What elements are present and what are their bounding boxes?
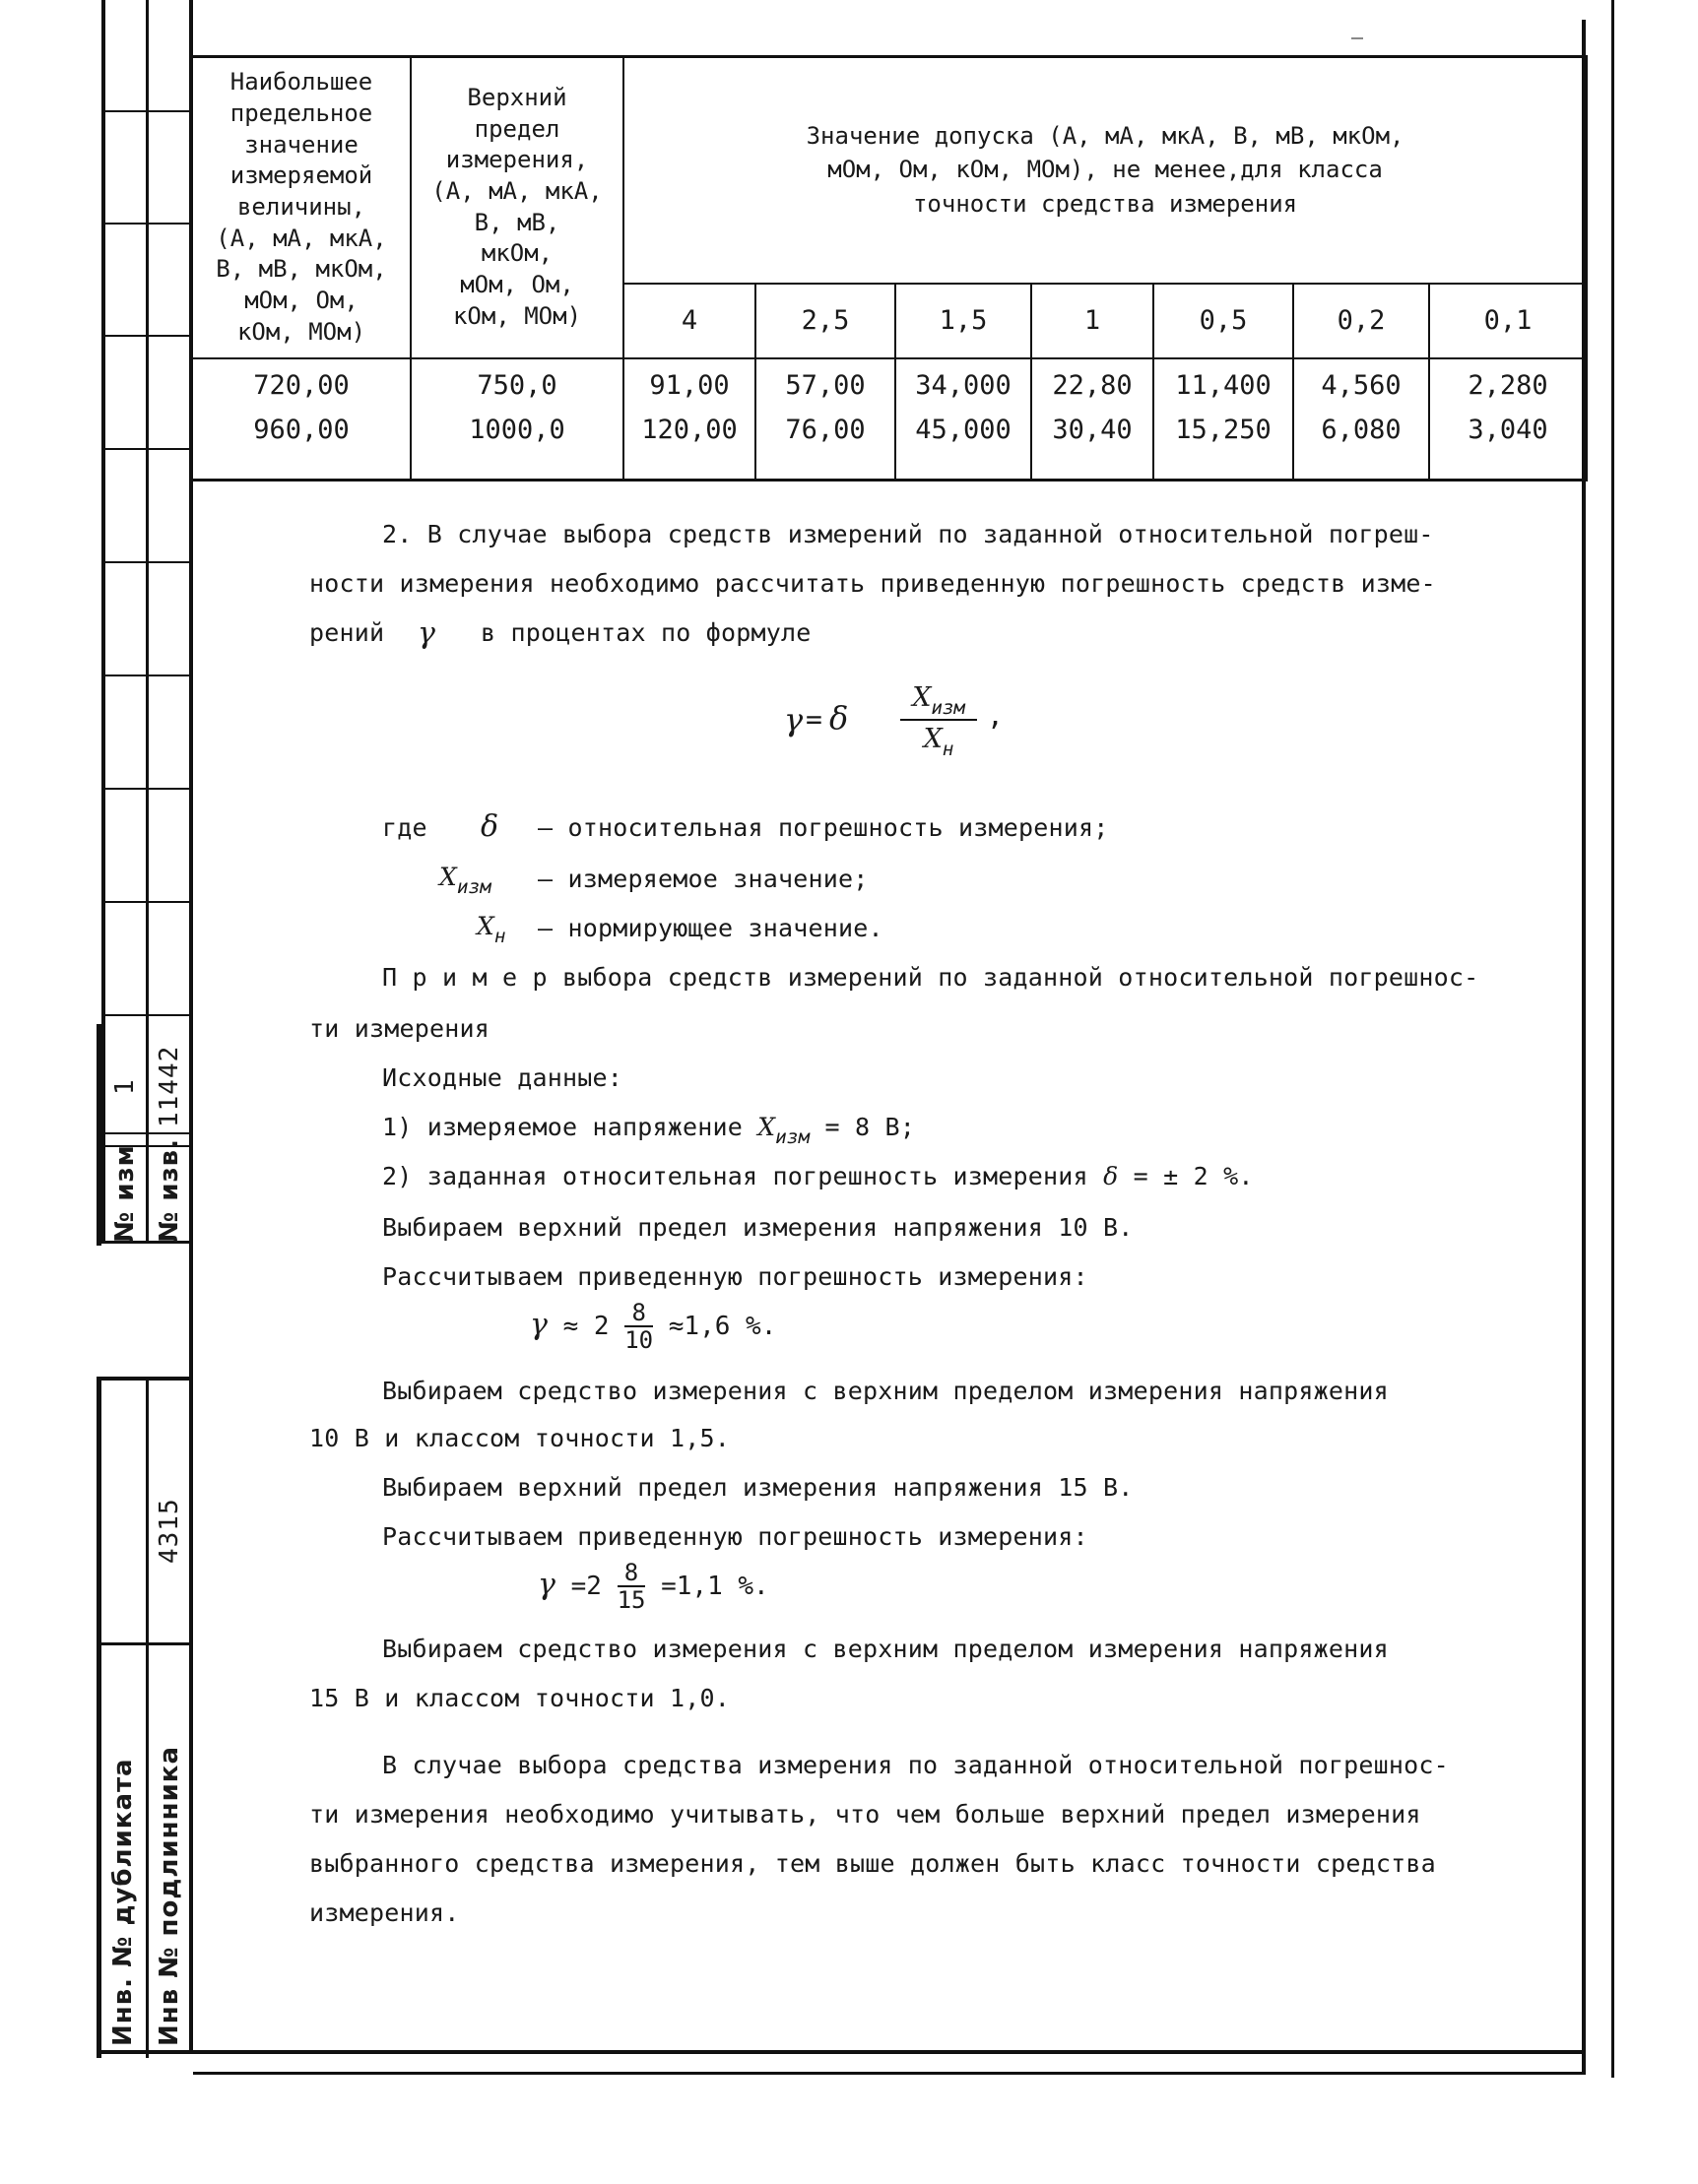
- where-label: где: [382, 813, 427, 842]
- example-line-2: ти измерения: [309, 1014, 490, 1043]
- header-max-value: Наибольшее предельное значение измеряемой величины, (А, мА, мкА, В, мВ, мкОм, мОм, Ом, кОм, МОм): [192, 57, 411, 358]
- change-block-left: [97, 1024, 101, 1246]
- header-upper-limit: Верхний предел измерения, (А, мА, мкА, В, мВ, мкОм, мОм, Ом, кОм, МОм): [411, 57, 623, 358]
- margin-cell-line-1: [101, 110, 190, 112]
- stamp-divider: [97, 1642, 193, 1645]
- margin-cell-line-4: [101, 448, 190, 450]
- class-header: 1,5: [895, 284, 1031, 358]
- calc-label-1: Рассчитываем приведенную погрешность измерения:: [382, 1262, 1088, 1291]
- margin-cell-line-6: [101, 674, 190, 676]
- frame-bottom-shadow: [193, 2072, 1586, 2075]
- def-delta-text: – относительная погрешность измерения;: [538, 813, 1109, 842]
- choose-limit-10: Выбираем верхний предел измерения напряжения 10 В.: [382, 1213, 1134, 1242]
- result-2-line-2: 15 В и классом точности 1,0.: [309, 1684, 731, 1712]
- class-header: 0,2: [1293, 284, 1429, 358]
- stamp-middle: [146, 1379, 149, 2058]
- table-cell-class-0-1: 2,280 3,040: [1429, 358, 1587, 481]
- def-xn-symbol: $X_н$: [477, 912, 506, 947]
- margin-cell-line-9: [101, 1014, 190, 1016]
- final-line-2: ти измерения необходимо учитывать, что чем больше верхний предел измерения: [309, 1800, 1421, 1829]
- original-inventory-value: 4315: [155, 1498, 184, 1564]
- original-inventory-label: Инв № подлинника: [155, 1746, 184, 2046]
- formula-fraction: $X_{изм}$ $X_н$: [900, 679, 977, 760]
- stamp-outer-left: [97, 1379, 101, 2058]
- def-xizm-text: – измеряемое значение;: [538, 865, 869, 893]
- table-cell-class-1: 22,80 30,40: [1031, 358, 1153, 481]
- margin-cell-line-7: [101, 788, 190, 790]
- formula-gamma-2: γ =2 $\frac{8}{15}$ =1,1 %.: [538, 1559, 769, 1615]
- source-item-1: 1) измеряемое напряжение $X_{изм} = 8$ В;: [382, 1113, 915, 1148]
- table-cell-max-value: 720,00 960,00: [192, 358, 411, 481]
- gamma-symbol: γ: [418, 616, 436, 651]
- header-tolerance-group: Значение допуска (А, мА, мкА, В, мВ, мкОм, мОм, Ом, кОм, МОм), не менее,для класса точности средства измерения: [623, 57, 1587, 284]
- table-cell-class-4: 91,00 120,00: [623, 358, 755, 481]
- margin-cell-line-2: [101, 223, 190, 225]
- class-header: 2,5: [755, 284, 895, 358]
- def-xizm-symbol: $X_{изм}$: [439, 863, 491, 898]
- def-delta-symbol: δ: [481, 809, 499, 844]
- table-cell-class-0-2: 4,560 6,080: [1293, 358, 1429, 481]
- source-data-label: Исходные данные:: [382, 1063, 623, 1092]
- formula-delta: δ: [829, 699, 849, 737]
- final-line-1: В случае выбора средства измерения по заданной относительной погрешнос-: [382, 1751, 1449, 1779]
- final-line-4: измерения.: [309, 1898, 460, 1927]
- notice-number-value: 11442: [155, 1045, 184, 1127]
- result-1-line-1: Выбираем средство измерения с верхним пределом измерения напряжения: [382, 1377, 1389, 1405]
- tolerance-table: [191, 55, 1588, 482]
- notice-number-label: № изв.: [155, 1138, 184, 1243]
- def-xn-text: – нормирующее значение.: [538, 914, 883, 942]
- paragraph-2-line-1: 2. В случае выбора средств измерений по заданной относительной погреш-: [382, 520, 1434, 548]
- class-header: 0,5: [1153, 284, 1293, 358]
- paragraph-2-line-3a: рений: [309, 618, 385, 647]
- table-cell-class-2-5: 57,00 76,00: [755, 358, 895, 481]
- margin-line-middle: [146, 0, 149, 1243]
- formula-gamma-1: γ ≈ 2 $\frac{8}{10}$ ≈1,6 %.: [530, 1299, 777, 1355]
- duplicate-inventory-label: Инв. № дубликата: [108, 1758, 138, 2046]
- frame-bottom-line: [97, 2050, 1586, 2054]
- change-number-value: 1: [110, 1078, 140, 1095]
- table-cell-class-0-5: 11,400 15,250: [1153, 358, 1293, 481]
- scan-mark: [1351, 37, 1363, 39]
- main-formula: [784, 679, 1040, 768]
- margin-cell-line-5: [101, 561, 190, 563]
- margin-cell-line-10: [101, 1132, 190, 1134]
- final-line-3: выбранного средства измерения, тем выше должен быть класс точности средства: [309, 1849, 1436, 1878]
- source-item-2: 2) заданная относительная погрешность измерения δ = ± 2 %.: [382, 1162, 1254, 1190]
- margin-line-outer: [101, 0, 105, 1243]
- table-cell-upper-limit: 750,0 1000,0: [411, 358, 623, 481]
- class-header: 0,1: [1429, 284, 1587, 358]
- formula-equals: =: [806, 703, 822, 736]
- paragraph-2-line-3b: в процентах по формуле: [481, 618, 812, 647]
- edge-right-line: [1611, 0, 1614, 2078]
- formula-comma: ,: [987, 699, 1004, 732]
- change-number-label: № изм: [110, 1144, 140, 1243]
- result-2-line-1: Выбираем средство измерения с верхним пределом измерения напряжения: [382, 1635, 1389, 1663]
- class-header: 1: [1031, 284, 1153, 358]
- margin-cell-line-3: [101, 335, 190, 337]
- choose-limit-15: Выбираем верхний предел измерения напряжения 15 В.: [382, 1473, 1134, 1502]
- margin-cell-line-8: [101, 901, 190, 903]
- result-1-line-2: 10 В и классом точности 1,5.: [309, 1424, 731, 1452]
- table-cell-class-1-5: 34,000 45,000: [895, 358, 1031, 481]
- formula-gamma: γ: [784, 701, 804, 739]
- class-header: 4: [623, 284, 755, 358]
- calc-label-2: Рассчитываем приведенную погрешность измерения:: [382, 1522, 1088, 1551]
- example-line-1: П р и м е р выбора средств измерений по заданной относительной погрешнос-: [382, 963, 1479, 992]
- stamp-top: [97, 1377, 193, 1381]
- paragraph-2-line-2: ности измерения необходимо рассчитать приведенную погрешность средств изме-: [309, 569, 1436, 598]
